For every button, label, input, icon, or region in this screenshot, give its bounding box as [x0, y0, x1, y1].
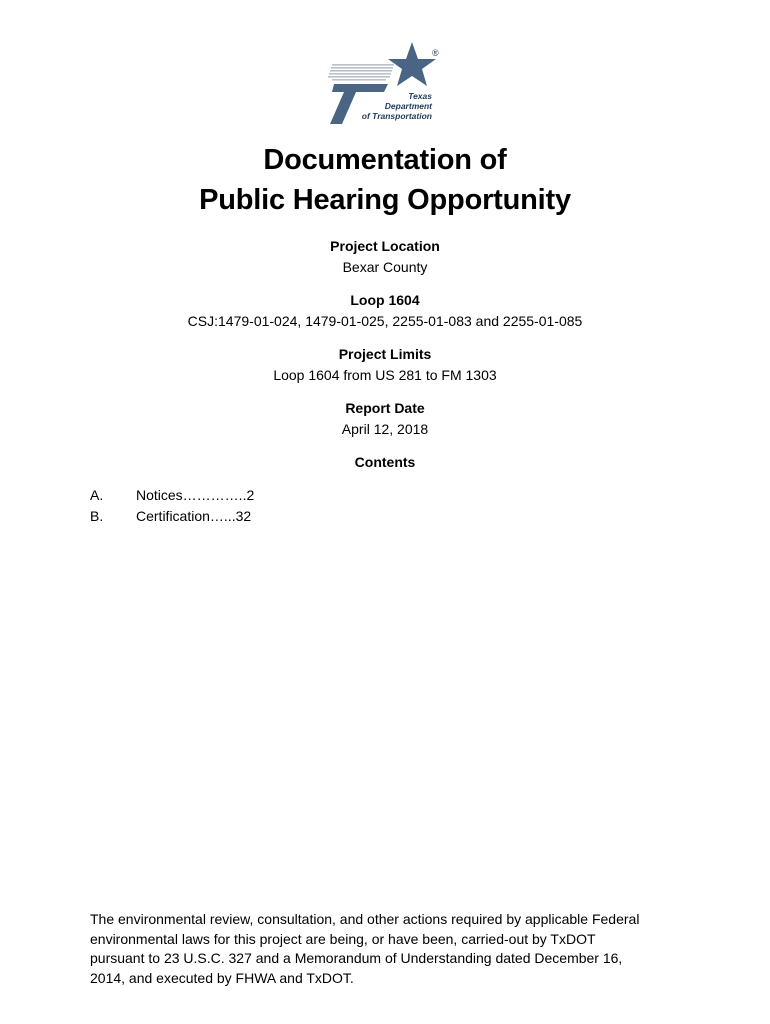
title-line-2: Public Hearing Opportunity	[199, 184, 571, 216]
logo-line-2: Department	[384, 101, 432, 111]
logo-line-1: Texas	[408, 91, 432, 101]
report-date-section	[0, 398, 770, 440]
contents-section	[0, 452, 770, 473]
toc-item-letter: B.	[90, 508, 104, 524]
loop-heading: Loop 1604	[350, 292, 420, 308]
toc-item[interactable]	[90, 485, 254, 506]
report-date-heading: Report Date	[345, 400, 425, 416]
project-limits-heading: Project Limits	[338, 346, 432, 362]
environmental-disclaimer: The environmental review, consultation, and other actions required by applicable Federal environmental laws for this project are being, or have been, carried-out by TxDOT pursuant to 23 U.S.C. 327 and a Memorandum of Understanding dated December 16, 2014, and executed by FHWA and TxDOT.	[90, 911, 640, 986]
title-line-1: Documentation of	[263, 144, 507, 176]
csj-value: CSJ:1479-01-024, 1479-01-025, 2255-01-083 and 2255-01-085	[187, 313, 583, 329]
toc-item-letter: A.	[90, 487, 104, 503]
registered-mark: ®	[432, 48, 439, 58]
logo-line-3: of Transportation	[361, 111, 432, 121]
table-of-contents	[90, 485, 254, 527]
project-location-value: Bexar County	[342, 259, 428, 275]
contents-heading: Contents	[354, 454, 416, 470]
project-limits-section	[0, 344, 770, 386]
toc-item-label: Certification…...32	[136, 508, 252, 524]
document-title	[0, 140, 770, 220]
project-location-heading: Project Location	[330, 238, 440, 254]
txdot-logo	[318, 38, 448, 130]
project-location-section	[0, 236, 770, 278]
report-date-value: April 12, 2018	[341, 421, 429, 437]
toc-item[interactable]	[90, 506, 254, 527]
loop-section	[0, 290, 770, 332]
toc-item-label: Notices…………..2	[136, 487, 255, 503]
project-limits-value: Loop 1604 from US 281 to FM 1303	[273, 367, 497, 383]
logo-wordmark	[356, 91, 432, 121]
